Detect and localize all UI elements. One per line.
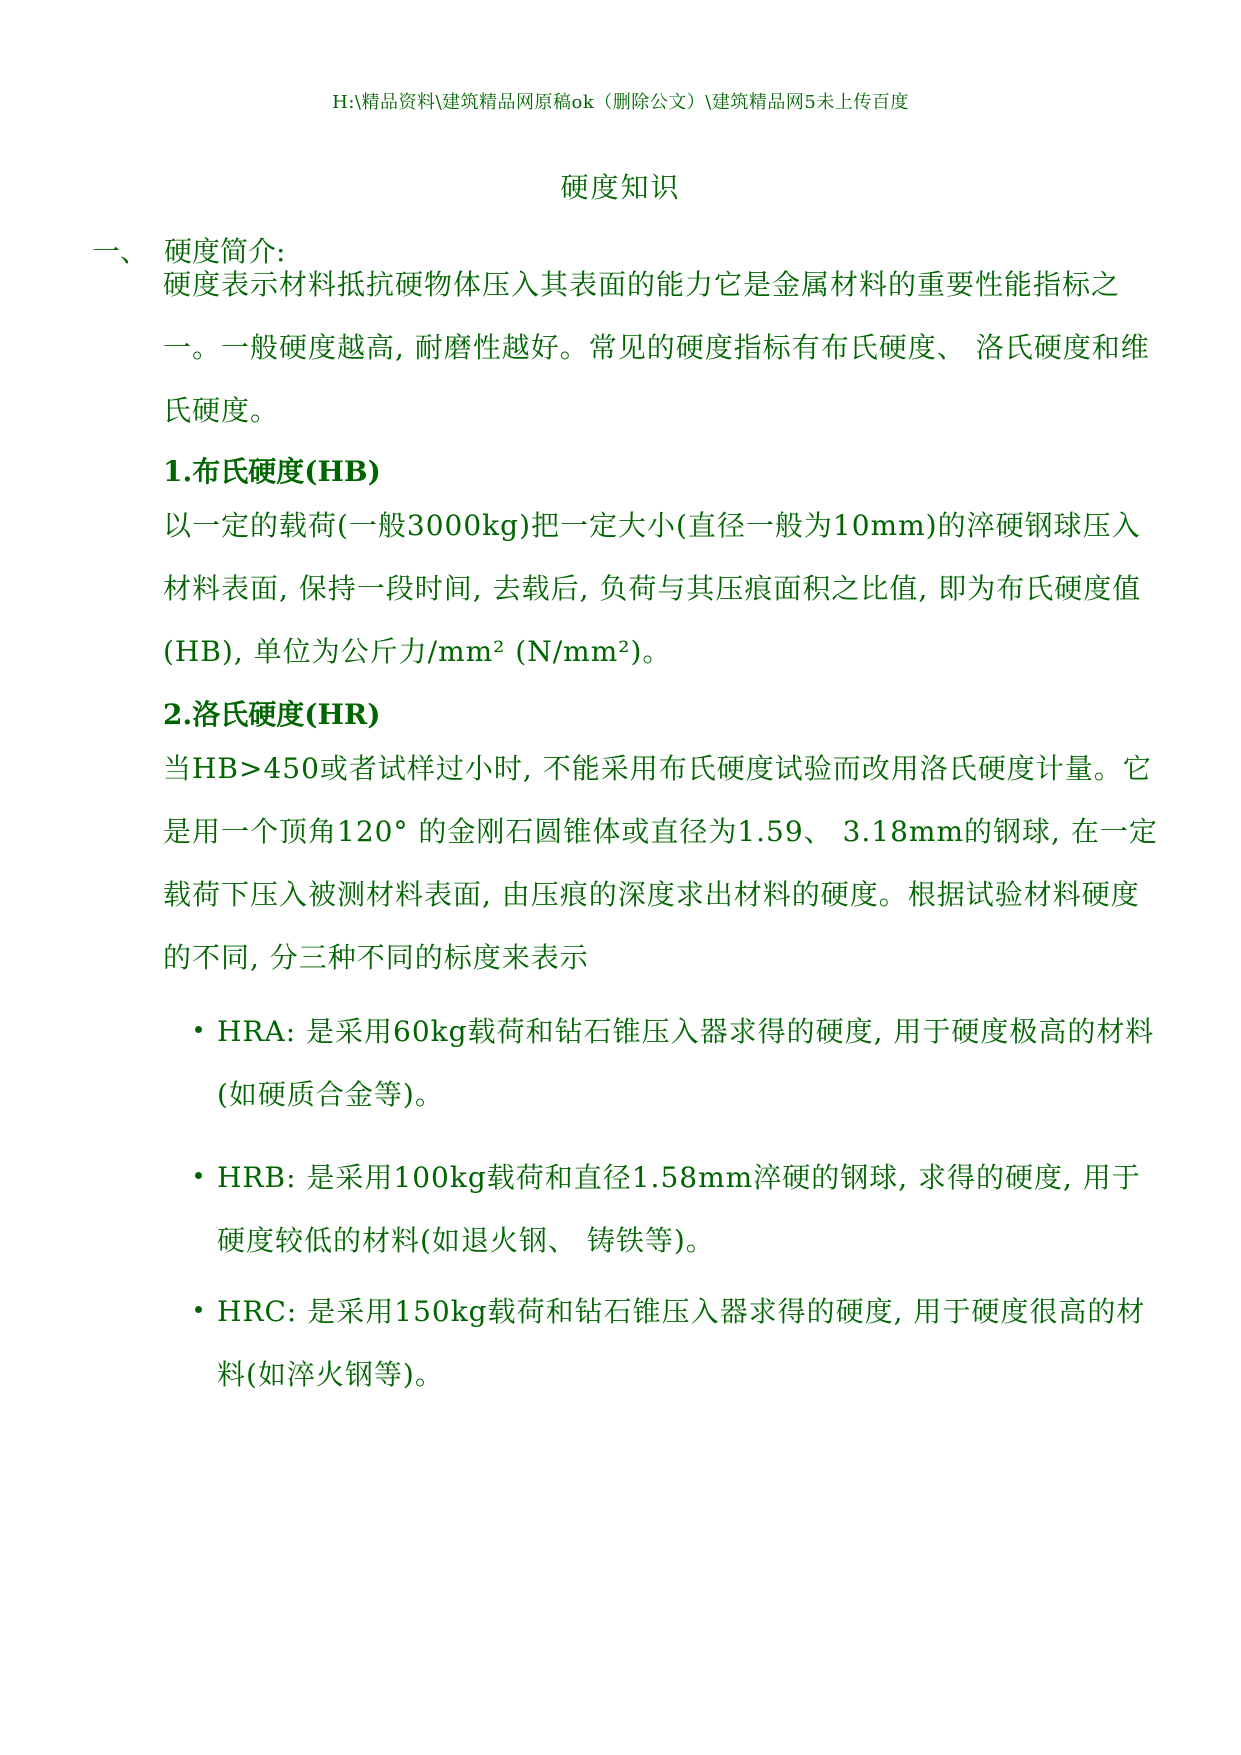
rockwell-paragraph: 当HB>450或者试样过小时, 不能采用布氏硬度试验而改用洛氏硬度计量。它是用一个顶角120° 的金刚石圆锥体或直径为1.59、 3.18mm的钢球, 在一定载荷下压入被测材料表面, 由压痕的深度求出材料的硬度。根据试验材料硬度的不同, 分三种不同的标度来表示 <box>163 752 1158 974</box>
bullet-text-hrc: HRC: 是采用150kg载荷和钻石锥压入器求得的硬度, 用于硬度很高的材料(如淬火钢等)。 <box>217 1295 1146 1391</box>
bullet-icon <box>195 1026 202 1033</box>
list-item <box>195 1280 1163 1406</box>
list-item <box>195 1146 1163 1272</box>
bullet-icon <box>195 1172 202 1179</box>
file-path-header: H:\精品资料\建筑精品网原稿ok（删除公文）\建筑精品网5未上传百度 <box>332 92 909 113</box>
section-title: 硬度简介: <box>164 235 286 268</box>
bullet-text-hra: HRA: 是采用60kg载荷和钻石锥压入器求得的硬度, 用于硬度极高的材料(如硬质合金等)。 <box>217 1015 1155 1111</box>
section-number: 一、 <box>92 235 149 268</box>
brinell-paragraph: 以一定的载荷(一般3000kg)把一定大小(直径一般为10mm)的淬硬钢球压入材料表面, 保持一段时间, 去载后, 负荷与其压痕面积之比值, 即为布氏硬度值(HB), 单位为公斤力/mm² (N/mm²)。 <box>163 509 1142 668</box>
document-title: 硬度知识 <box>560 171 681 204</box>
bullet-icon <box>195 1306 202 1313</box>
rockwell-heading: 2.洛氏硬度(HR) <box>163 698 381 731</box>
intro-paragraph: 硬度表示材料抵抗硬物体压入其表面的能力它是金属材料的重要性能指标之一。一般硬度越高, 耐磨性越好。常见的硬度指标有布氏硬度、 洛氏硬度和维氏硬度。 <box>163 268 1150 427</box>
bullet-text-hrb: HRB: 是采用100kg载荷和直径1.58mm淬硬的钢球, 求得的硬度, 用于硬度较低的材料(如退火钢、 铸铁等)。 <box>217 1161 1141 1257</box>
list-item <box>195 1000 1163 1126</box>
brinell-heading: 1.布氏硬度(HB) <box>163 455 381 488</box>
